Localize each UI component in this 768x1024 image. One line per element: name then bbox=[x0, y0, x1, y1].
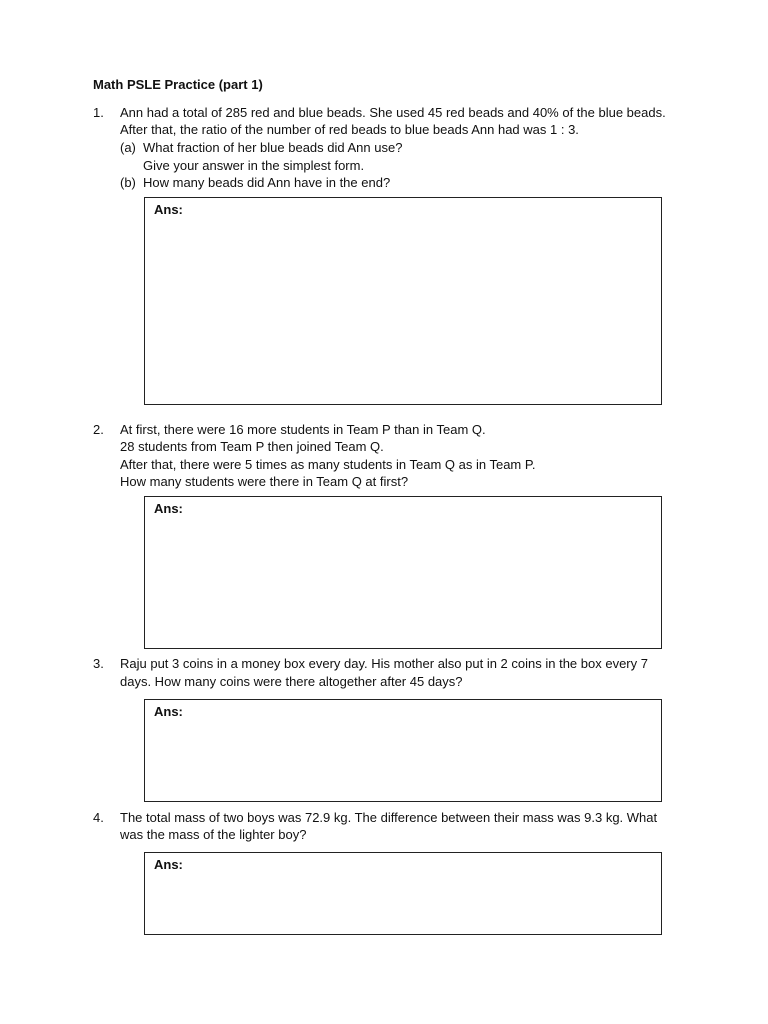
question-text-line: was the mass of the lighter boy? bbox=[120, 827, 307, 842]
question-text-line: The total mass of two boys was 72.9 kg. The difference between their mass was 9.3 kg. What bbox=[120, 810, 658, 825]
question-text-line: Ann had a total of 285 red and blue beads. She used 45 red beads and 40% of the blue beads. bbox=[120, 105, 666, 120]
question-text-line: After that, there were 5 times as many students in Team Q as in Team P. bbox=[120, 457, 536, 472]
answer-label: Ans: bbox=[154, 704, 183, 719]
part-label-b: (b) bbox=[120, 175, 136, 190]
worksheet-title: Math PSLE Practice (part 1) bbox=[93, 77, 263, 92]
question-number: 1. bbox=[93, 105, 104, 120]
question-text-line: At first, there were 16 more students in Team P than in Team Q. bbox=[120, 422, 486, 437]
part-a-text: Give your answer in the simplest form. bbox=[143, 158, 365, 173]
question-text-line: How many students were there in Team Q at first? bbox=[120, 474, 409, 489]
part-label-a: (a) bbox=[120, 140, 136, 155]
question-number: 2. bbox=[93, 422, 104, 437]
answer-box[interactable] bbox=[144, 197, 662, 405]
question-number: 3. bbox=[93, 656, 104, 671]
question-text-line: days. How many coins were there altogether after 45 days? bbox=[120, 674, 463, 689]
question-number: 4. bbox=[93, 810, 104, 825]
question-text-line: Raju put 3 coins in a money box every day. His mother also put in 2 coins in the box every 7 bbox=[120, 656, 648, 671]
answer-label: Ans: bbox=[154, 202, 183, 217]
part-a-text: What fraction of her blue beads did Ann use? bbox=[143, 140, 403, 155]
part-b-text: How many beads did Ann have in the end? bbox=[143, 175, 391, 190]
question-text-line: After that, the ratio of the number of red beads to blue beads Ann had was 1 : 3. bbox=[120, 122, 579, 137]
question-text-line: 28 students from Team P then joined Team Q. bbox=[120, 439, 384, 454]
answer-label: Ans: bbox=[154, 857, 183, 872]
answer-box[interactable] bbox=[144, 852, 662, 935]
answer-box[interactable] bbox=[144, 496, 662, 649]
answer-box[interactable] bbox=[144, 699, 662, 802]
answer-label: Ans: bbox=[154, 501, 183, 516]
